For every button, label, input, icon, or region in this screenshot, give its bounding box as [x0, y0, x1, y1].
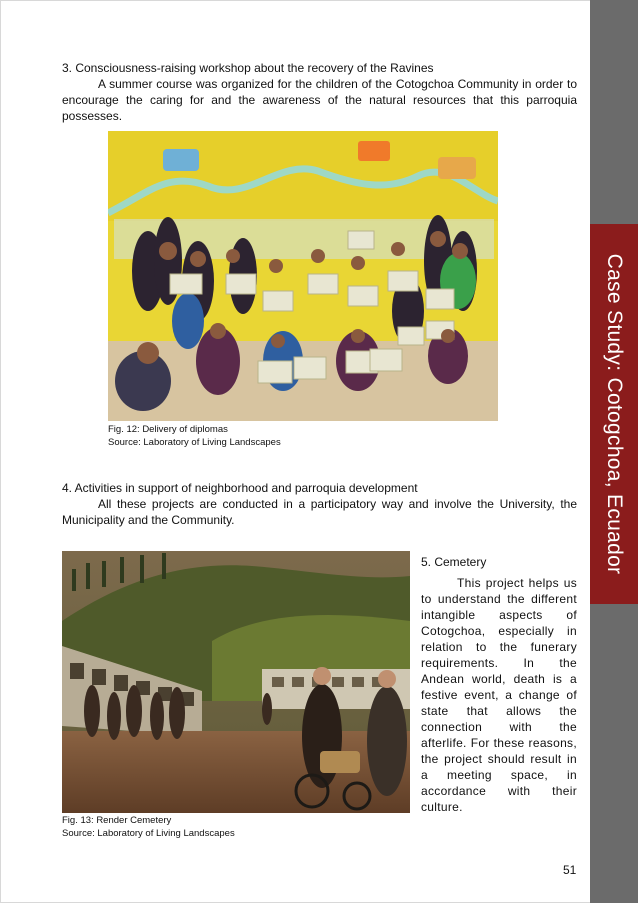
page-number: 51: [563, 863, 577, 877]
figure-12-caption: Fig. 12: Delivery of diplomas: [108, 424, 228, 435]
section-5-body: This project helps us to understand the different intangible aspects of Cotogchoa, especially in relation to the funerary requirements. In the Andean world, death is a festive event, a change of state that allows the connection with the afterlife. For these reasons, the project should result in a meeting space, in accordance with their culture.: [421, 576, 577, 814]
section-3-body: A summer course was organized for the children of the Cotogchoa Community in order to encourage the caring for and the awareness of the natural resources that this parroquia possesses.: [62, 77, 577, 123]
section-5-heading: 5. Cemetery: [421, 555, 487, 569]
diploma-photo: [108, 131, 498, 421]
chapter-title: Case Study: Cotogchoa, Ecuador: [603, 253, 626, 575]
section-3-heading: 3. Consciousness-raising workshop about the recovery of the Ravines: [62, 61, 434, 75]
figure-13-caption: Fig. 13: Render Cemetery: [62, 815, 172, 826]
figure-13-source: Source: Laboratory of Living Landscapes: [62, 828, 235, 839]
section-4-body: All these projects are conducted in a participatory way and involve the University, the Municipality and the Community.: [62, 497, 577, 527]
section-4-heading: 4. Activities in support of neighborhood and parroquia development: [62, 481, 418, 495]
cemetery-render: [62, 551, 410, 813]
figure-12-source: Source: Laboratory of Living Landscapes: [108, 437, 281, 448]
